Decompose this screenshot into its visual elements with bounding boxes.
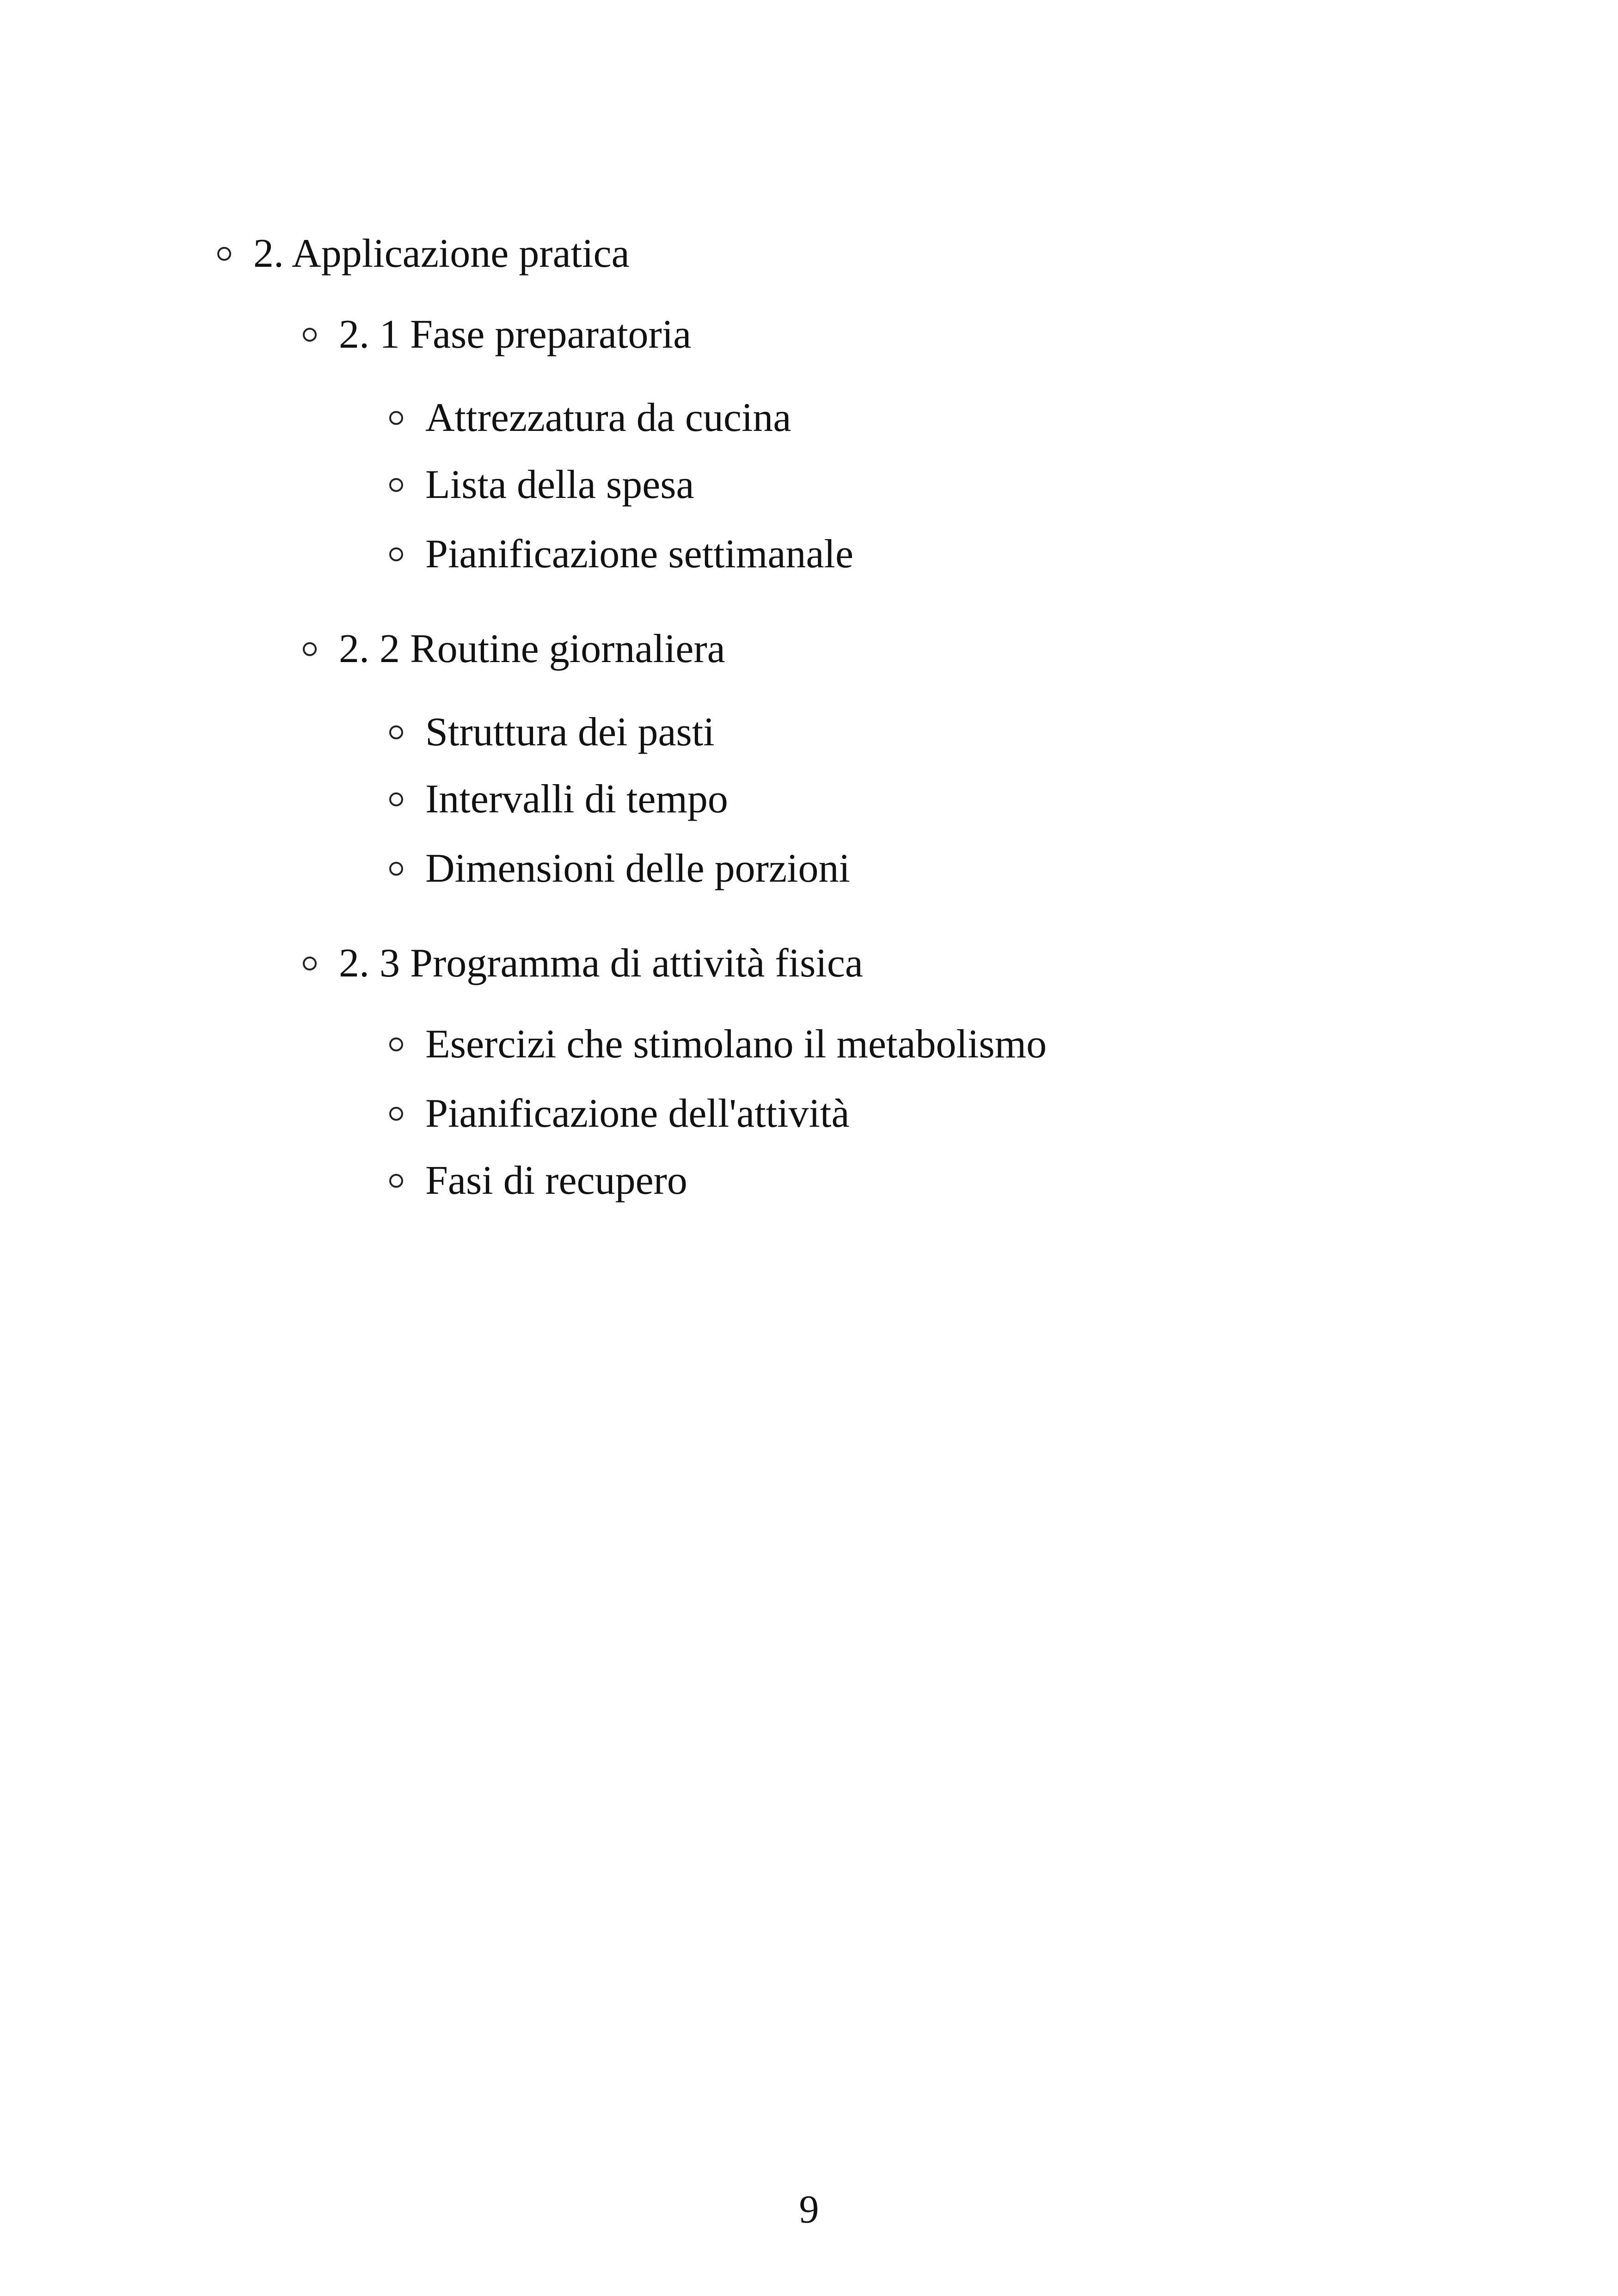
item-label: Pianificazione dell'attività (425, 1091, 850, 1136)
outline-item (389, 779, 728, 820)
item-label: Struttura dei pasti (425, 710, 715, 755)
outline-section (217, 233, 630, 274)
hollow-bullet-icon (303, 642, 317, 656)
outline-item (389, 1160, 687, 1201)
hollow-bullet-icon (303, 328, 317, 342)
hollow-bullet-icon (389, 792, 403, 806)
item-label: Esercizi che stimolano il metabolismo (425, 1022, 1047, 1067)
hollow-bullet-icon (389, 725, 403, 739)
subsection-title: 2. 2 Routine giornaliera (339, 626, 725, 671)
item-label: Intervalli di tempo (425, 777, 728, 822)
subsection-title: 2. 1 Fase preparatoria (339, 312, 692, 357)
hollow-bullet-icon (303, 957, 317, 970)
hollow-bullet-icon (389, 411, 403, 425)
item-label: Pianificazione settimanale (425, 532, 854, 577)
item-label: Fasi di recupero (425, 1158, 687, 1203)
outline-subsection (303, 626, 725, 671)
hollow-bullet-icon (389, 1174, 403, 1188)
hollow-bullet-icon (389, 862, 403, 876)
item-label: Dimensioni delle porzioni (425, 846, 850, 891)
subsection-title: 2. 3 Programma di attività fisica (339, 941, 863, 986)
item-label: Lista della spesa (425, 462, 694, 507)
item-label: Attrezzatura da cucina (425, 395, 791, 440)
hollow-bullet-icon (217, 247, 231, 261)
outline-item (389, 1093, 850, 1134)
page-number: 9 (799, 2187, 819, 2231)
outline-subsection (303, 314, 691, 355)
section-title: 2. Applicazione pratica (253, 231, 630, 276)
outline-item (389, 712, 715, 753)
hollow-bullet-icon (389, 478, 403, 492)
outline-item (389, 848, 850, 889)
hollow-bullet-icon (389, 1037, 403, 1051)
outline-item (389, 534, 853, 575)
outline-item (389, 462, 694, 507)
hollow-bullet-icon (389, 1107, 403, 1121)
outline-item (389, 395, 791, 440)
hollow-bullet-icon (389, 547, 403, 561)
outline-item (389, 1024, 1047, 1065)
outline-subsection (303, 943, 863, 984)
